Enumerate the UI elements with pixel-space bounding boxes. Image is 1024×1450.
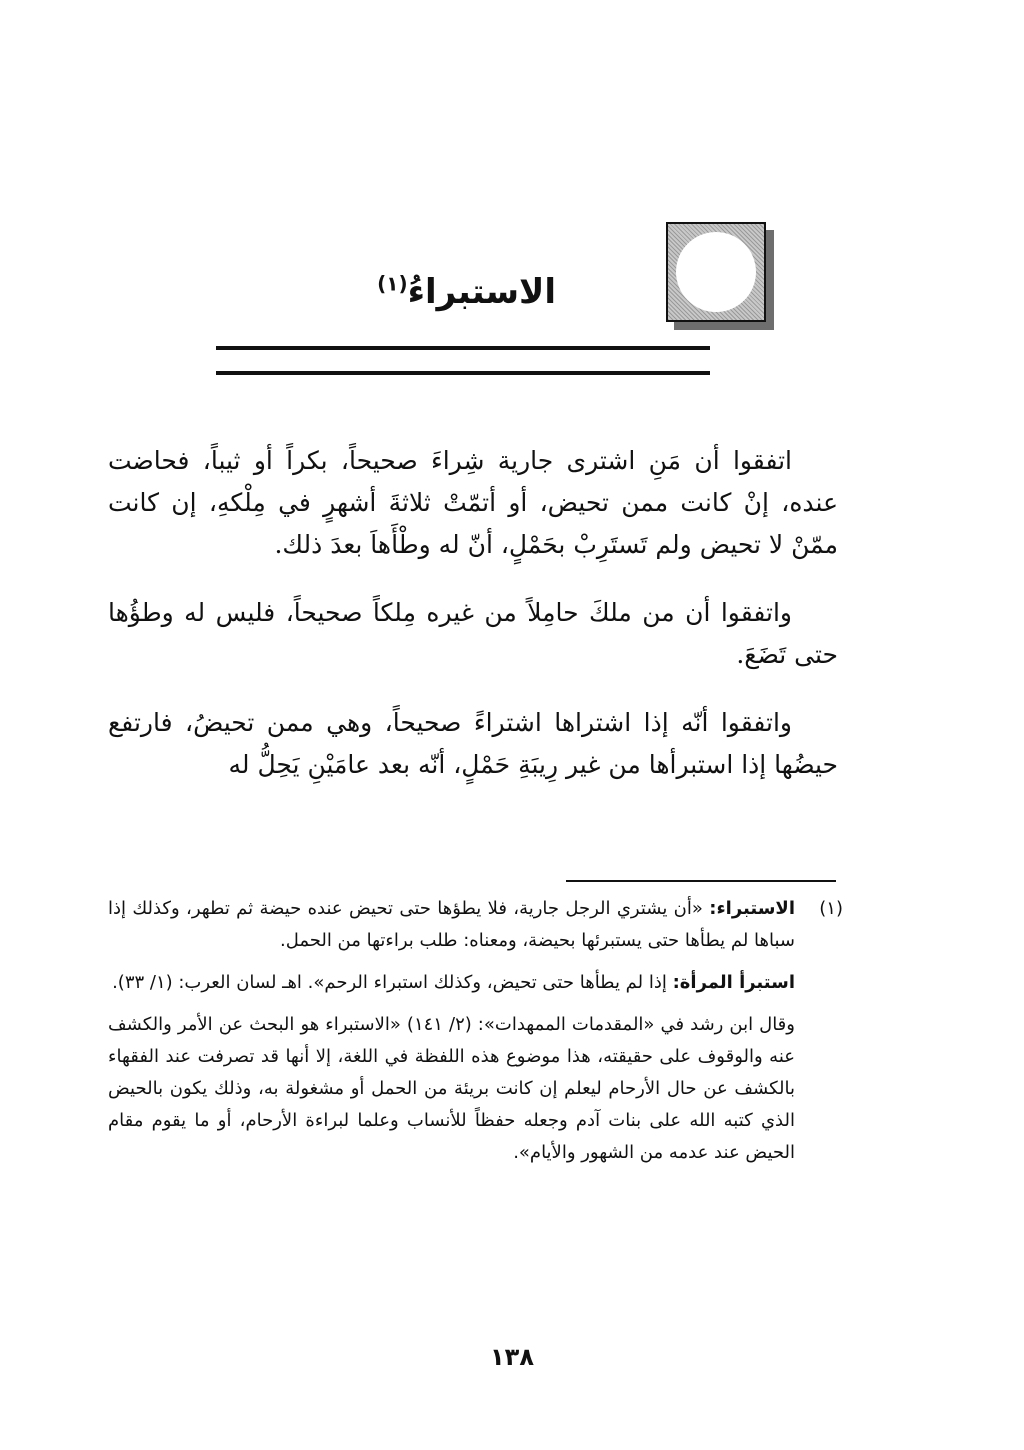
footnote-term: استبرأ المرأة: xyxy=(672,972,795,993)
footnote-marker: (١) xyxy=(819,898,843,919)
footnote-text: إذا لم يطأها حتى تحيض، وكذلك استبراء الرحم». اهـ لسان العرب: (١/ ٣٣). xyxy=(112,972,667,993)
paragraph: واتفقوا أن من ملكَ حامِلاً من غيره مِلكاً صحيحاً، فليس له وطؤُها حتى تَضَعَ. xyxy=(108,598,838,669)
chapter-emblem-icon xyxy=(666,222,774,330)
chapter-title-text: الاستبراءُ xyxy=(407,272,556,312)
emblem-circle xyxy=(676,232,756,312)
footnote-term: الاستبراء: xyxy=(709,898,795,919)
page-number: ١٣٨ xyxy=(490,1343,534,1371)
footnote-1 xyxy=(108,893,843,957)
chapter-title xyxy=(377,272,556,312)
footnotes xyxy=(108,893,843,1179)
footnote-text: «أن يشتري الرجل جارية، فلا يطؤها حتى تحيض عنده حيضة ثم تطهر، وكذلك إذا سباها لم يطأها حتى يستبرئها بحيضة، ومعناه: طلب براءتها من الحمل. xyxy=(108,898,795,951)
footnote-separator xyxy=(566,880,836,882)
paragraph: واتفقوا أنّه إذا اشتراها اشتراءً صحيحاً، وهي ممن تحيضُ، فارتفع حيضُها إذا استبرأها من غير رِيبَةِ حَمْلٍ، أنّه بعد عامَيْنِ يَحِلُّ له xyxy=(108,708,838,779)
footnote-3: وقال ابن رشد في «المقدمات الممهدات»: (٢/ ١٤١) «الاستبراء هو البحث عن الأمر والكشف عنه والوقوف على حقيقته، هذا موضوع هذه اللفظة في اللغة، إلا أنها قد تصرفت عند الفقهاء بالكشف عن حال الأرحام ليعلم إن كانت بريئة من الحمل أو مشغولة به، وذلك يكون بالحيض الذي كتبه الله على بنات آدم وجعله حفظاً للأنساب وعلما لبراءة الأرحام، أو ما يقوم مقام الحيض عند عدمه من الشهور والأيام». xyxy=(108,1014,795,1163)
paragraph: اتفقوا أن مَنِ اشترى جارية شِراءَ صحيحاً، بكراً أو ثيباً، فحاضت عنده، إنْ كانت ممن تحيض، أو أتمّتْ ثلاثةَ أشهرٍ في مِلْكهِ، إن كانت ممّنْ لا تحيض ولم تَستَرِبْ بحَمْلٍ، أنّ له وطْأَهاَ بعدَ ذلك. xyxy=(108,446,838,559)
title-rule-bottom xyxy=(216,371,710,375)
title-rule-top xyxy=(216,346,710,350)
chapter-footnote-ref: (١) xyxy=(377,271,408,296)
emblem-box xyxy=(666,222,766,322)
footnote-2 xyxy=(108,967,843,999)
main-text xyxy=(108,440,838,812)
